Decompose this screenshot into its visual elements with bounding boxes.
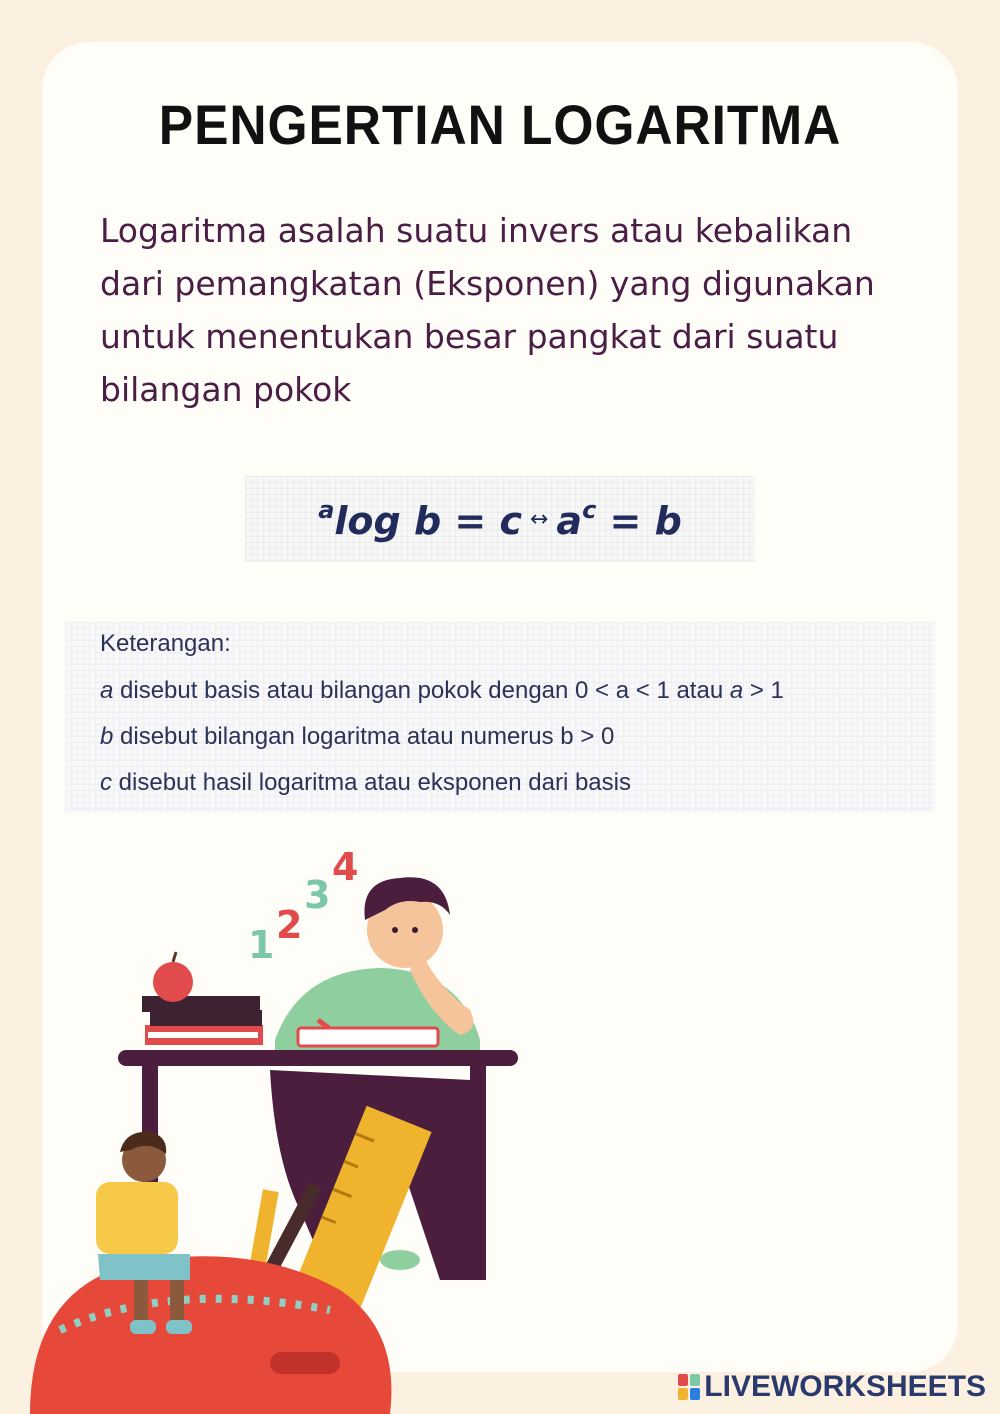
number-2: 2 <box>276 903 303 947</box>
brand-name: LIVEWORKSHEETS <box>704 1370 986 1403</box>
equivalence-arrow: ↔ <box>529 506 549 532</box>
formula-box <box>245 476 755 562</box>
page-title: PENGERTIAN LOGARITMA <box>158 93 842 156</box>
formula-left: $^a$log b = c <box>318 495 522 543</box>
number-4: 4 <box>332 845 359 889</box>
student-illustration <box>0 840 640 1414</box>
brand-logo <box>678 1370 986 1404</box>
note-line-c: c disebut hasil logaritma atau eksponen dari basis <box>100 769 631 796</box>
intro-paragraph: Logaritma asalah suatu invers atau kebalikan dari pemangkatan (Eksponen) yang digunakan untuk menentukan besar pangkat dari suatu bilangan pokok <box>100 211 875 409</box>
desk-top <box>118 1050 518 1066</box>
book-stack <box>142 996 263 1045</box>
notes-heading: Keterangan: <box>100 630 231 657</box>
number-3: 3 <box>304 873 331 917</box>
number-1: 1 <box>248 923 275 967</box>
notes-box <box>65 622 935 812</box>
note-line-a: a disebut basis atau bilangan pokok dengan 0 < a < 1 atau a > 1 <box>100 677 784 704</box>
note-line-b: b disebut bilangan logaritma atau numerus b > 0 <box>100 723 615 750</box>
open-book <box>298 1028 438 1046</box>
brand-icon <box>678 1374 700 1400</box>
apple-icon <box>153 962 193 1002</box>
formula-right: $a^c = b$ <box>556 495 682 543</box>
